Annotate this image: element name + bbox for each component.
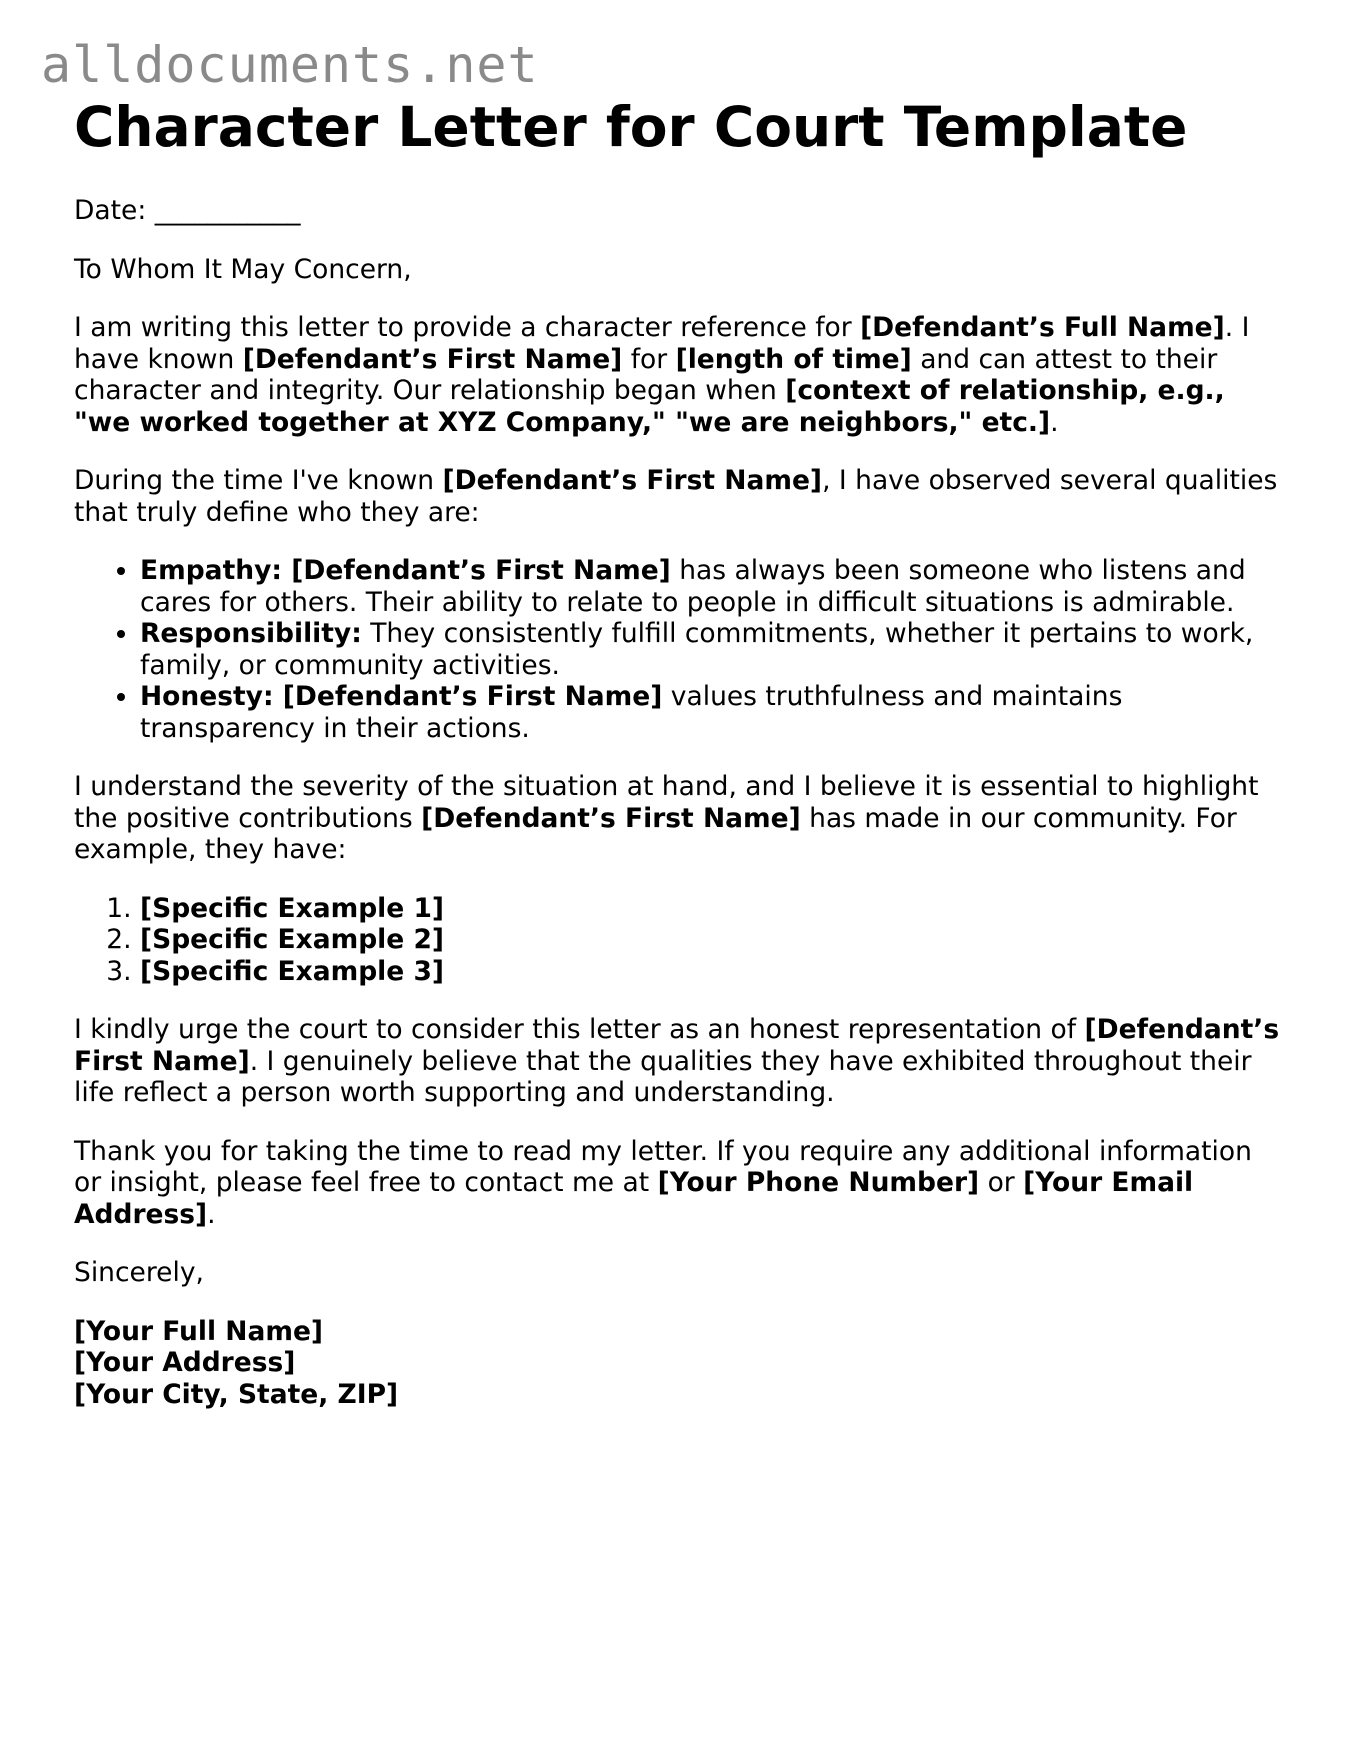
quality-label: Empathy: (140, 555, 282, 586)
length-of-time-placeholder: [length of time] (675, 343, 912, 375)
signature-name: [Your Full Name] (74, 1315, 324, 1347)
list-item (140, 618, 1284, 681)
quality-label: Responsibility: (140, 618, 362, 649)
quality-text: has always been someone who listens and cares for others. Their ability to relate to people in difficult situations is admirable. (140, 555, 1246, 618)
thanks-text-2: or (979, 1167, 1024, 1198)
quality-text: They consistently fulfill commitments, whether it pertains to work, family, or community activities. (140, 618, 1254, 681)
signature-city: [Your City, State, ZIP] (74, 1378, 399, 1410)
signature-address: [Your Address] (74, 1347, 296, 1378)
urge-text-2: . I genuinely believe that the qualities they have exhibited throughout their life reflect a person worth supporting and understanding. (74, 1045, 1252, 1108)
intro-text-3: for (622, 343, 676, 375)
example-placeholder: [Specific Example 3] (140, 955, 444, 987)
list-item (140, 924, 1284, 956)
qualities-intro-text-1: During the time I've known (74, 465, 443, 496)
contributions-text-1: I understand the severity of the situation at hand, and I believe it is essential to highlight the positive contributions (74, 771, 1259, 834)
document-title: Character Letter for Court Template (74, 95, 1188, 159)
phone-number-placeholder: [Your Phone Number] (657, 1167, 980, 1198)
intro-text-1: I am writing this letter to provide a character reference for (74, 312, 861, 343)
contributions-text-2: has made in our community. For example, they have: (74, 802, 1237, 865)
defendant-first-name-placeholder: [Defendant’s First Name] (421, 802, 801, 834)
quality-text: values truthfulness and maintains transparency in their actions. (140, 681, 1123, 744)
defendant-full-name-placeholder: [Defendant’s Full Name] (860, 312, 1225, 343)
list-item (140, 681, 1284, 744)
email-address-placeholder: [Your Email Address] (74, 1167, 1194, 1230)
example-placeholder: [Specific Example 2] (140, 924, 444, 955)
examples-list (74, 893, 1284, 988)
example-placeholder: [Specific Example 1] (140, 892, 444, 924)
thanks-paragraph (74, 1136, 1284, 1231)
greeting: To Whom It May Concern, (74, 253, 412, 285)
date-line: Date: ___________ (74, 195, 301, 226)
defendant-first-name-placeholder: [Defendant’s First Name] (74, 1014, 1280, 1077)
list-item (140, 956, 1284, 988)
intro-paragraph (74, 312, 1284, 438)
intro-text-2: . I have known (74, 312, 1250, 375)
thanks-text-3: . (207, 1198, 216, 1230)
watermark: alldocuments.net (41, 36, 539, 94)
defendant-first-name-placeholder: [Defendant’s First Name] (242, 343, 623, 375)
defendant-first-name-placeholder: [Defendant’s First Name] (442, 465, 823, 496)
list-item (140, 893, 1284, 925)
thanks-text-1: Thank you for taking the time to read my letter. If you require any additional information or insight, please feel free to contact me at (74, 1135, 1252, 1198)
quality-label: Honesty: (140, 681, 274, 712)
closing: Sincerely, (74, 1257, 204, 1288)
qualities-intro-text-2: , I have observed several qualities that truly define who they are: (74, 465, 1278, 528)
relationship-context-placeholder: [context of relationship, e.g., "we worked together at XYZ Company," "we are neighbors," etc.] (74, 375, 1225, 438)
urge-text-1: I kindly urge the court to consider this letter as an honest representation of (74, 1014, 1085, 1045)
urge-paragraph (74, 1014, 1284, 1109)
quality-bold-extra: [Defendant’s First Name] (281, 555, 671, 586)
signature-block (74, 1316, 1284, 1411)
qualities-intro-paragraph (74, 465, 1284, 528)
quality-bold-extra: [Defendant’s First Name] (273, 681, 663, 712)
document-page (74, 94, 1284, 1410)
intro-text-4: and can attest to their character and integrity. Our relationship began when (74, 343, 1218, 406)
letter-body (74, 195, 1284, 1410)
intro-text-5: . (1050, 406, 1059, 438)
list-item (140, 555, 1284, 618)
contributions-paragraph (74, 771, 1284, 866)
qualities-list (74, 555, 1284, 744)
